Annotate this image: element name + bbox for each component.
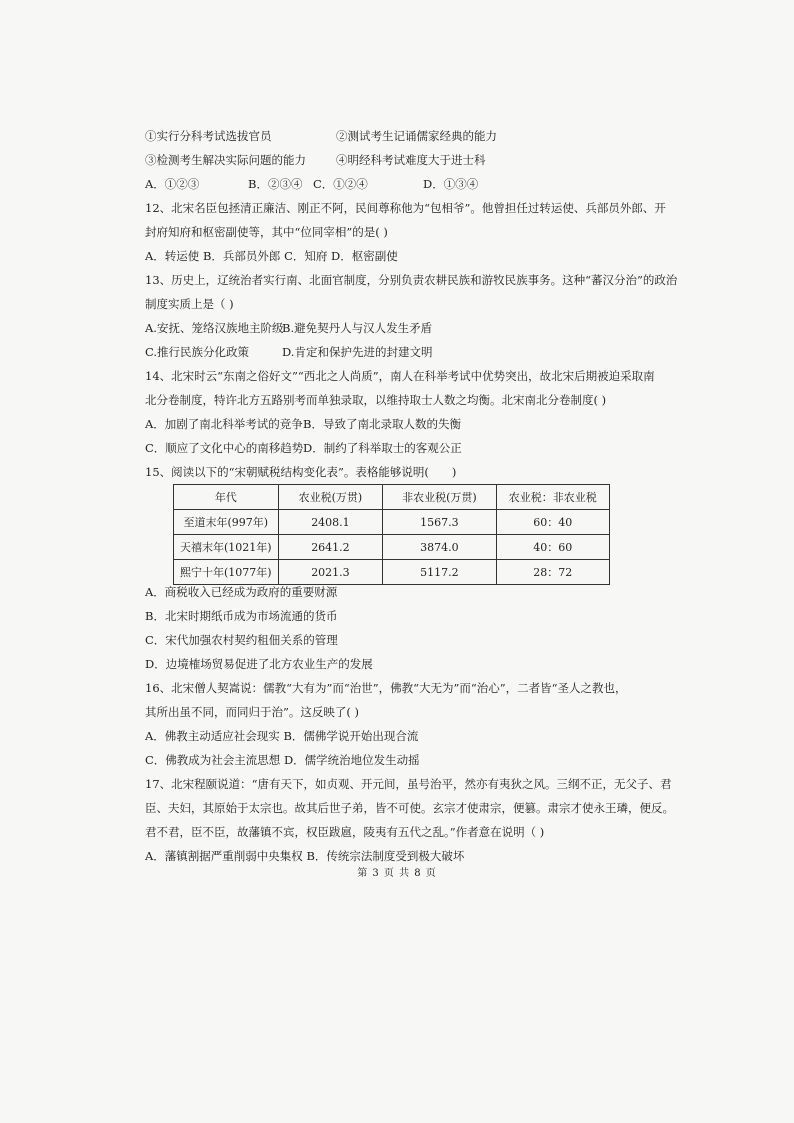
q14-choice-b: B．导致了南北录取人数的失衡 bbox=[303, 417, 461, 431]
table-cell: 熙宁十年(1077年) bbox=[174, 560, 279, 585]
table-row bbox=[174, 510, 610, 535]
q11-option-3: ③检测考生解决实际问题的能力 bbox=[145, 153, 306, 167]
q11-choice-c: C．①②④ bbox=[313, 177, 368, 191]
q11-option-1: ①实行分科考试选拔官员 bbox=[145, 129, 272, 143]
table-cell: 2641.2 bbox=[278, 535, 383, 560]
q17-stem-line2: 臣、夫妇，其原始于太宗也。故其后世子弟，皆不可使。玄宗才使肃宗，便篡。肃宗才使永王璘，便反。 bbox=[145, 801, 674, 815]
table-cell: 至道末年(997年) bbox=[174, 510, 279, 535]
q12-stem-line1: 12、北宋名臣包拯清正廉洁、刚正不阿，民间尊称他为“包相爷”。他曾担任过转运使、兵部员外郎、开 bbox=[145, 201, 666, 215]
q15-choice-a: A．商税收入已经成为政府的重要财源 bbox=[145, 585, 338, 599]
q12-options: A．转运使 B．兵部员外郎 C．知府 D．枢密副使 bbox=[145, 249, 398, 263]
q13-stem-line1: 13、历史上，辽统治者实行南、北面官制度，分别负责农耕民族和游牧民族事务。这种“蕃汉分治”的政治 bbox=[145, 273, 678, 287]
q16-stem-line1: 16、北宋僧人契嵩说：儒教“大有为”而“治世”，佛教“大无为”而“治心”，二者皆“圣人之教也， bbox=[145, 681, 627, 695]
q13-stem-line2: 制度实质上是（ ) bbox=[145, 297, 234, 311]
q15-choice-b: B．北宋时期纸币成为市场流通的货币 bbox=[145, 609, 338, 623]
q14-stem-line1: 14、北宋时云“东南之俗好文”“西北之人尚质”，南人在科举考试中优势突出，故北宋后期被迫采取南 bbox=[145, 369, 655, 383]
q15-stem: 15、阅读以下的“宋朝赋税结构变化表”。表格能够说明( ) bbox=[145, 465, 457, 479]
table-row bbox=[174, 535, 610, 560]
q17-choices-ab: A．藩镇割据严重削弱中央集权 B．传统宗法制度受到极大破坏 bbox=[145, 849, 465, 863]
q13-choice-a: A.安抚、笼络汉族地主阶级 bbox=[145, 321, 284, 335]
table-row bbox=[174, 560, 610, 585]
table-cell: 3874.0 bbox=[383, 535, 496, 560]
q14-choice-c: C．顺应了文化中心的南移趋势 bbox=[145, 441, 304, 455]
q15-choice-d: D．边境榷场贸易促进了北方农业生产的发展 bbox=[145, 657, 373, 671]
table-header-cell: 农业税：非农业税 bbox=[496, 485, 609, 510]
q17-stem-line1: 17、北宋程颐说道：“唐有天下，如贞观、开元间，虽号治平，然亦有夷狄之风。三纲不正，无父子、君 bbox=[145, 777, 672, 791]
table-cell: 40：60 bbox=[496, 535, 609, 560]
q15-choice-c: C．宋代加强农村契约租佃关系的管理 bbox=[145, 633, 338, 647]
tax-structure-table bbox=[173, 484, 610, 585]
table-cell: 60：40 bbox=[496, 510, 609, 535]
table-header-cell: 年代 bbox=[174, 485, 279, 510]
q13-choice-c: C.推行民族分化政策 bbox=[145, 345, 250, 359]
q12-stem-line2: 封府知府和枢密副使等，其中“位同宰相”的是( ) bbox=[145, 225, 388, 239]
q11-choice-b: B．②③④ bbox=[248, 177, 303, 191]
table-cell: 1567.3 bbox=[383, 510, 496, 535]
table-cell: 天禧末年(1021年) bbox=[174, 535, 279, 560]
table-cell: 2408.1 bbox=[278, 510, 383, 535]
table-cell: 28：72 bbox=[496, 560, 609, 585]
q11-choice-d: D．①③④ bbox=[423, 177, 479, 191]
q13-choice-b: B.避免契丹人与汉人发生矛盾 bbox=[282, 321, 433, 335]
q14-stem-line2: 北分卷制度，特许北方五路别考而单独录取，以维持取士人数之均衡。北宋南北分卷制度( ) bbox=[145, 393, 607, 407]
q14-choice-a: A．加剧了南北科举考试的竞争 bbox=[145, 417, 303, 431]
q17-stem-line3: 君不君，臣不臣，故藩镇不宾，权臣跋扈，陵夷有五代之乱。”作者意在说明（ ) bbox=[145, 825, 545, 839]
q11-option-2: ②测试考生记诵儒家经典的能力 bbox=[336, 129, 497, 143]
q13-choice-d: D.肯定和保护先进的封建文明 bbox=[282, 345, 433, 359]
q11-choice-a: A．①②③ bbox=[145, 177, 200, 191]
q11-option-4: ④明经科考试难度大于进士科 bbox=[336, 153, 486, 167]
table-header-cell: 农业税(万贯) bbox=[278, 485, 383, 510]
q16-choices-ab: A．佛教主动适应社会现实 B．儒佛学说开始出现合流 bbox=[145, 729, 419, 743]
table-header-row bbox=[174, 485, 610, 510]
q16-choices-cd: C．佛教成为社会主流思想 D．儒学统治地位发生动摇 bbox=[145, 753, 420, 767]
table-header-cell: 非农业税(万贯) bbox=[383, 485, 496, 510]
table-cell: 2021.3 bbox=[278, 560, 383, 585]
page-footer: 第 3 页 共 8 页 bbox=[357, 868, 437, 879]
table-cell: 5117.2 bbox=[383, 560, 496, 585]
q16-stem-line2: 其所出虽不同，而同归于治”。这反映了( ) bbox=[145, 705, 360, 719]
q14-choice-d: D．制约了科举取士的客观公正 bbox=[303, 441, 462, 455]
